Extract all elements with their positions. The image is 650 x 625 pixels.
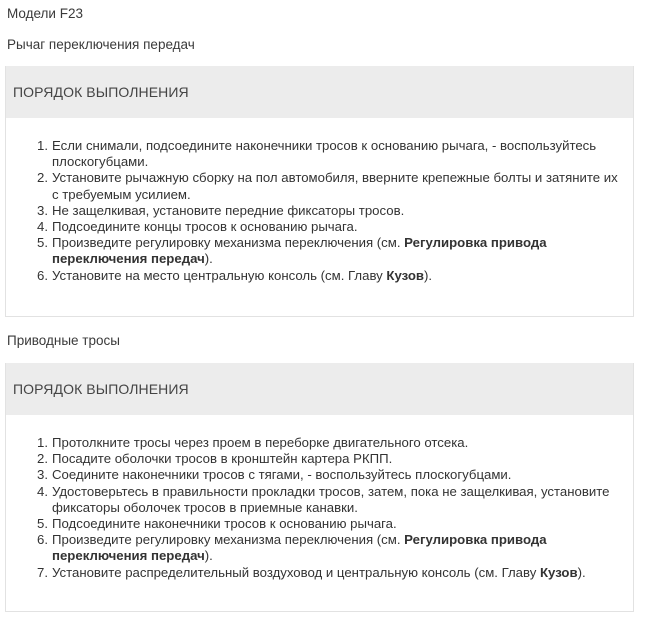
reference-link-text: Регулировка привода переключения передач	[52, 235, 547, 267]
model-title: Модели F23	[7, 6, 83, 21]
step-text: Установите на место центральную консоль (см. Главу	[52, 267, 387, 283]
step-number: 1.	[37, 138, 48, 153]
step-number: 4.	[37, 219, 48, 235]
step-item	[37, 267, 633, 284]
step-text-after: ).	[424, 267, 433, 283]
step-text: Установите распределительный воздуховод и центральную консоль (см. Главу	[52, 564, 540, 580]
step-number: 5.	[37, 235, 48, 251]
step-text: Подсоедините наконечники тросов к основанию рычага.	[52, 516, 397, 532]
step-text-after: ).	[204, 548, 213, 564]
step-number: 7.	[37, 564, 48, 580]
step-item	[37, 219, 633, 235]
steps-list-cables	[6, 435, 633, 581]
step-number: 3.	[37, 467, 48, 483]
step-item	[37, 235, 633, 267]
step-number: 2.	[37, 451, 48, 467]
step-item	[37, 202, 633, 219]
step-text: Соедините наконечники тросов с тягами, - воспользуйтесь плоскогубцами.	[52, 467, 512, 483]
procedure-box-lever	[5, 66, 634, 317]
step-text-after: ).	[204, 251, 213, 267]
reference-link-text: Кузов	[540, 564, 578, 580]
step-item	[37, 138, 633, 170]
step-item	[37, 467, 633, 483]
procedure-box-cables	[5, 363, 634, 612]
step-text: Посадите оболочки тросов в кронштейн картера РКПП.	[52, 451, 393, 467]
step-text: Удостоверьтесь в правильности прокладки тросов, затем, пока не защелкивая, установите фиксаторы оболочек тросов в приемные канавки.	[52, 483, 610, 515]
step-text: Произведите регулировку механизма переключения (см.	[52, 532, 405, 548]
steps-list-lever	[6, 138, 633, 284]
step-text: Если снимали, подсоедините наконечники тросов к основанию рычага, - воспользуйтесь плоскогубцами.	[52, 138, 597, 170]
step-item	[37, 451, 633, 467]
step-number: 4.	[37, 483, 48, 499]
step-number: 5.	[37, 516, 48, 532]
step-text: Не защелкивая, установите передние фиксаторы тросов.	[52, 202, 405, 218]
step-number: 2.	[37, 170, 48, 186]
step-item	[37, 435, 633, 451]
section-title-lever: Рычаг переключения передач	[7, 37, 195, 52]
procedure-body	[6, 118, 633, 284]
step-number: 3.	[37, 202, 48, 218]
step-number: 6.	[37, 267, 48, 283]
step-text: Произведите регулировку механизма переключения (см.	[52, 235, 405, 251]
procedure-header: ПОРЯДОК ВЫПОЛНЕНИЯ	[6, 66, 633, 118]
section-title-cables: Приводные тросы	[7, 333, 120, 348]
procedure-body	[6, 415, 633, 581]
step-text: Подсоедините концы тросов к основанию рычага.	[52, 219, 358, 235]
reference-link-text: Кузов	[386, 267, 425, 283]
step-text: Установите рычажную сборку на пол автомобиля, вверните крепежные болты и затяните их с требуемым усилием.	[52, 170, 618, 202]
step-text-after: ).	[577, 564, 586, 580]
reference-link-text: Регулировка привода переключения передач	[52, 532, 547, 564]
step-item	[37, 483, 633, 516]
step-number: 1.	[37, 435, 48, 450]
step-number: 6.	[37, 532, 48, 548]
procedure-header: ПОРЯДОК ВЫПОЛНЕНИЯ	[6, 363, 633, 415]
step-item	[37, 564, 633, 581]
step-text: Протолкните тросы через проем в переборке двигательного отсека.	[52, 435, 469, 450]
step-item	[37, 516, 633, 532]
step-item	[37, 532, 633, 564]
step-item	[37, 170, 633, 202]
